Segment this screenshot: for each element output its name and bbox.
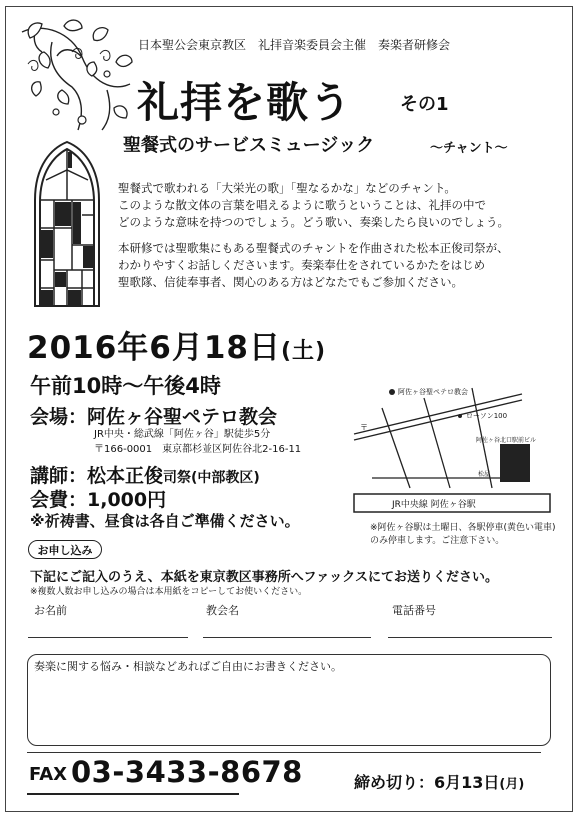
map-building-label: 阿佐ヶ谷北口駅前ビル [476,437,537,444]
deadline [354,770,524,793]
instructions: 下記にご記入のうえ、本紙を東京教区事務所へファックスにてお送りください。 [30,570,499,585]
lecturer [30,461,260,488]
deadline-text: 締め切り：6月13日 [354,773,500,792]
bring-note: ※祈祷書、昼食は各自ご準備ください。 [30,512,300,530]
event-date-text: 2016年6月18日 [27,330,281,366]
fee: 会費：1,000円 [30,489,167,511]
intro-line-3: どのような意味を持つのでしょう。どう歌い、奏楽したら良いのでしょう。 [118,215,509,229]
subtitle-chant: 〜チャント〜 [430,141,508,156]
lawson-marker-icon [458,414,462,418]
intro-line-5: わかりやすくお話しくださいます。奏楽奉仕をされているかたをはじめ [118,258,486,272]
church-label: 教会名 [206,604,239,617]
map-matsuya-label: 松屋 [478,471,491,478]
subtitle: 聖餐式のサービスミュージック [123,135,375,156]
stained-glass-window [32,140,102,308]
instructions-note: ※複数人数お申し込みの場合は本用紙をコピーしてお使いください。 [30,587,308,597]
divider [27,752,541,753]
phone-field[interactable] [388,637,552,638]
venue-access: JR中央・総武線「阿佐ヶ谷」駅徒歩5分 [94,429,271,440]
venue-address: 〒166-0001 東京都杉並区阿佐谷北2-16-11 [94,444,302,455]
map-post-label: 〒 [360,423,368,432]
lecturer-title: 司祭(中部教区) [163,470,260,486]
fax-number: 03-3433-8678 [71,755,303,789]
map-caption-line-1: ※阿佐ヶ谷駅は土曜日、各駅停車(黄色い電車) [370,523,556,533]
station-building [500,444,530,482]
deadline-day: (月) [499,777,525,792]
fax-label: FAX [29,764,68,785]
apply-label: お申し込み [28,540,102,559]
intro-line-2: このような散文体の言葉を唱えるように歌うということは、礼拝の中で [118,198,486,212]
title-part-number: その1 [400,94,449,115]
lecturer-name: 講師：松本正俊 [30,465,164,487]
venue: 会場：阿佐ヶ谷聖ペテロ教会 [30,406,278,428]
event-date [27,322,326,367]
name-label: お名前 [34,604,67,617]
name-field[interactable] [28,637,188,638]
event-date-day: (土) [281,339,327,364]
church-field[interactable] [203,637,371,638]
map-station-label: JR中央線 阿佐ヶ谷駅 [392,500,476,510]
vine-ornament [12,12,137,137]
fax-underline [27,793,239,795]
intro-line-1: 聖餐式で歌われる「大栄光の歌」「聖なるかな」などのチャント。 [118,181,456,195]
phone-label: 電話番号 [392,604,436,617]
intro-line-4: 本研修では聖歌集にもある聖餐式のチャントを作曲された松本正俊司祭が、 [118,241,509,255]
intro-line-6: 聖歌隊、信徒奉事者、関心のある方はどなたでもご参加ください。 [118,275,463,289]
map-caption-line-2: のみ停車します。ご注意下さい。 [370,536,505,546]
map-lawson-label: ローソン100 [466,412,508,420]
consult-label: 奏楽に関する悩み・相談などあればご自由にお書きください。 [34,660,342,673]
page-title: 礼拝を歌う [137,78,353,127]
map-caption [370,522,556,548]
church-marker-icon [389,389,395,395]
map-church-label: 阿佐ヶ谷聖ペテロ教会 [398,388,468,396]
organizer: 日本聖公会東京教区 礼拝音楽委員会主催 奏楽者研修会 [138,38,451,52]
access-map [352,378,552,513]
event-time: 午前10時〜午後4時 [30,374,221,398]
